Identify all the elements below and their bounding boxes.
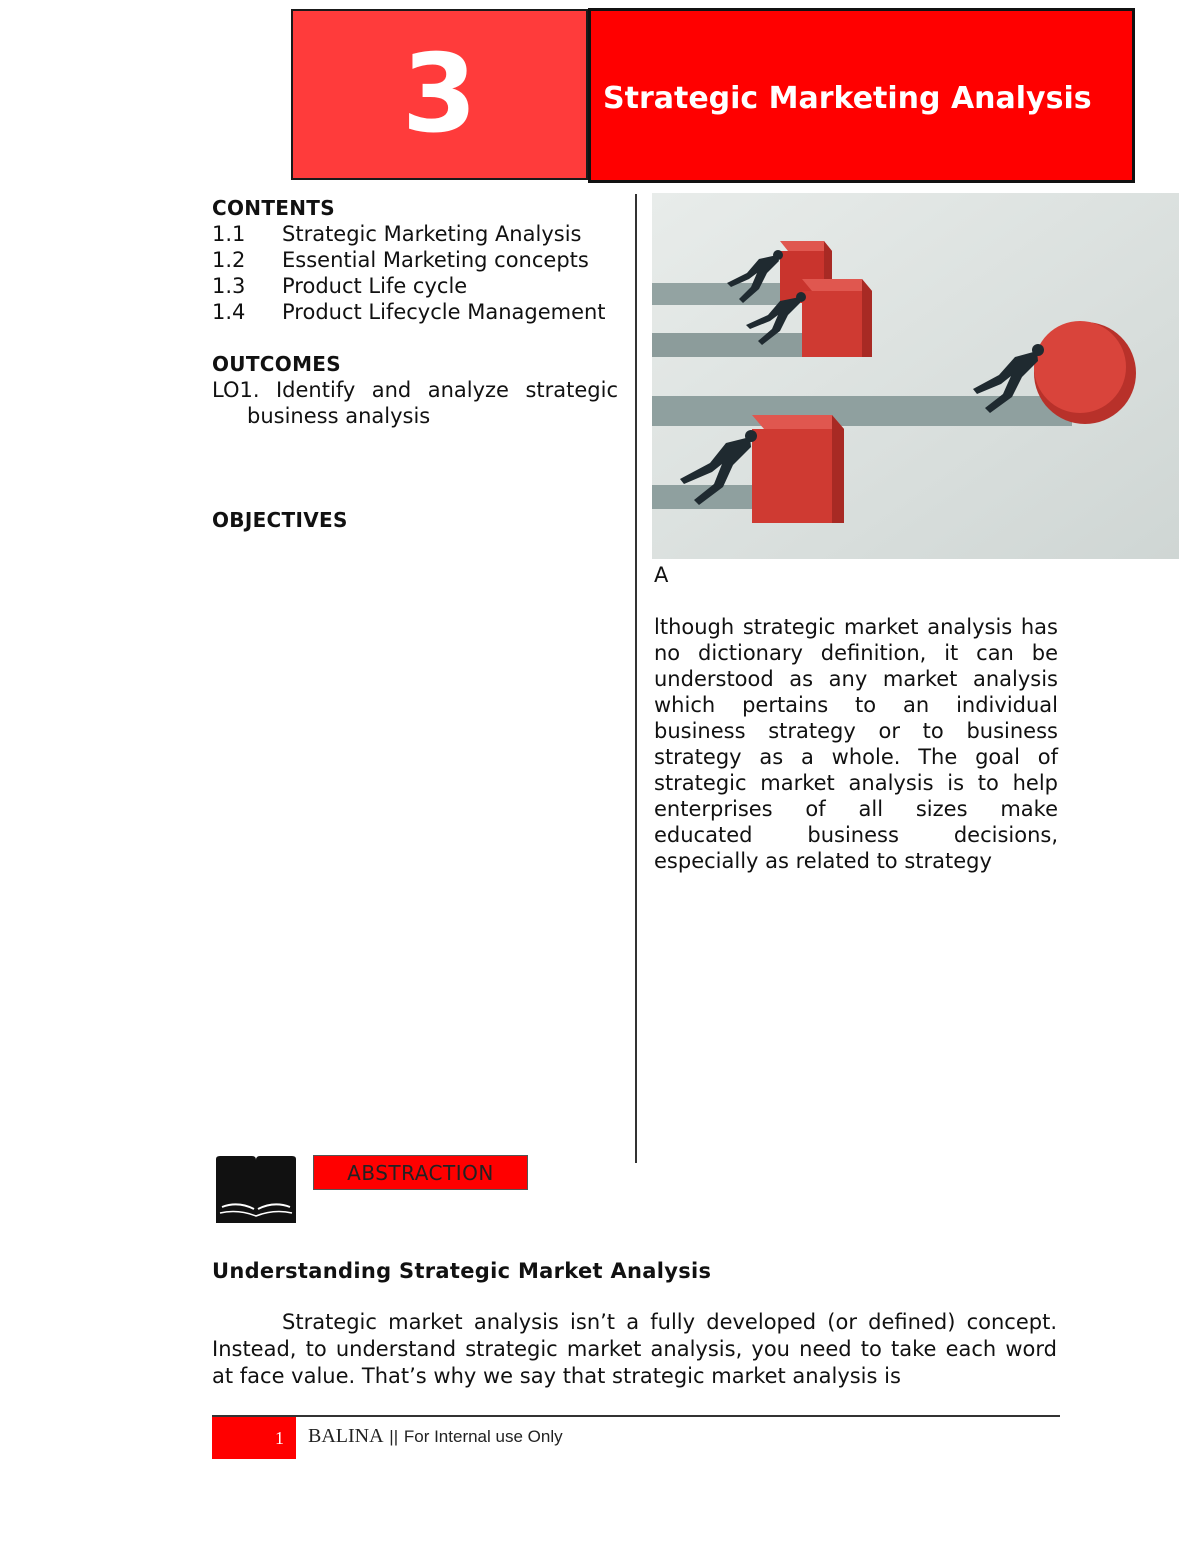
- learning-outcome-1: LO1. Identify and analyze strategic: [212, 378, 618, 402]
- chapter-title: Strategic Marketing Analysis: [603, 81, 1092, 116]
- open-book-icon: [212, 1153, 300, 1225]
- businessmen-pushing-blocks-illustration: [652, 193, 1179, 559]
- toc-number: 1.2: [212, 248, 246, 272]
- toc-label: Essential Marketing concepts: [282, 248, 589, 272]
- footer-internal-note: For Internal use Only: [403, 1427, 563, 1446]
- toc-number: 1.1: [212, 222, 246, 246]
- column-divider: [635, 194, 637, 1163]
- objectives-heading: OBJECTIVES: [212, 508, 348, 532]
- chapter-number-box: [291, 9, 588, 180]
- chapter-title-box: [588, 8, 1135, 183]
- footer-rule: [212, 1415, 1060, 1417]
- section-title: Understanding Strategic Market Analysis: [212, 1259, 712, 1283]
- section-paragraph: Strategic market analysis isn’t a fully developed (or defined) concept. Instead, to understand strategic market analysis, you need to take each word at face value. That’s why we say that strategic market analysis is: [212, 1310, 1057, 1388]
- learning-outcome-1-continued: business analysis: [247, 404, 431, 428]
- page-number-box: [212, 1417, 296, 1459]
- toc-number: 1.4: [212, 300, 246, 324]
- toc-label: Product Lifecycle Management: [282, 300, 606, 324]
- left-column: [212, 195, 618, 533]
- toc-number: 1.3: [212, 274, 246, 298]
- toc-item: [212, 247, 618, 273]
- footer-author: BALINA: [308, 1425, 384, 1447]
- chapter-number: 3: [401, 31, 478, 157]
- toc-item: [212, 221, 618, 247]
- toc-item: [212, 273, 618, 299]
- intro-paragraph: lthough strategic market analysis has no dictionary definition, it can be understood as any market analysis which pertains to an individual business strategy or to business strategy as a whole. The goal of strategic market analysis is to help enterprises of all sizes make educated business decisions, especially as related to strategy: [654, 615, 1058, 873]
- toc-item: [212, 299, 618, 325]
- toc-label: Strategic Marketing Analysis: [282, 222, 582, 246]
- outcomes-heading: OUTCOMES: [212, 352, 341, 376]
- toc-label: Product Life cycle: [282, 274, 468, 298]
- page-number: 1: [275, 1427, 284, 1448]
- footer-separator: ||: [389, 1427, 399, 1446]
- footer-note: [308, 1425, 563, 1448]
- abstraction-label: ABSTRACTION: [313, 1155, 528, 1190]
- drop-cap-letter: A: [654, 563, 669, 587]
- contents-heading: CONTENTS: [212, 196, 335, 220]
